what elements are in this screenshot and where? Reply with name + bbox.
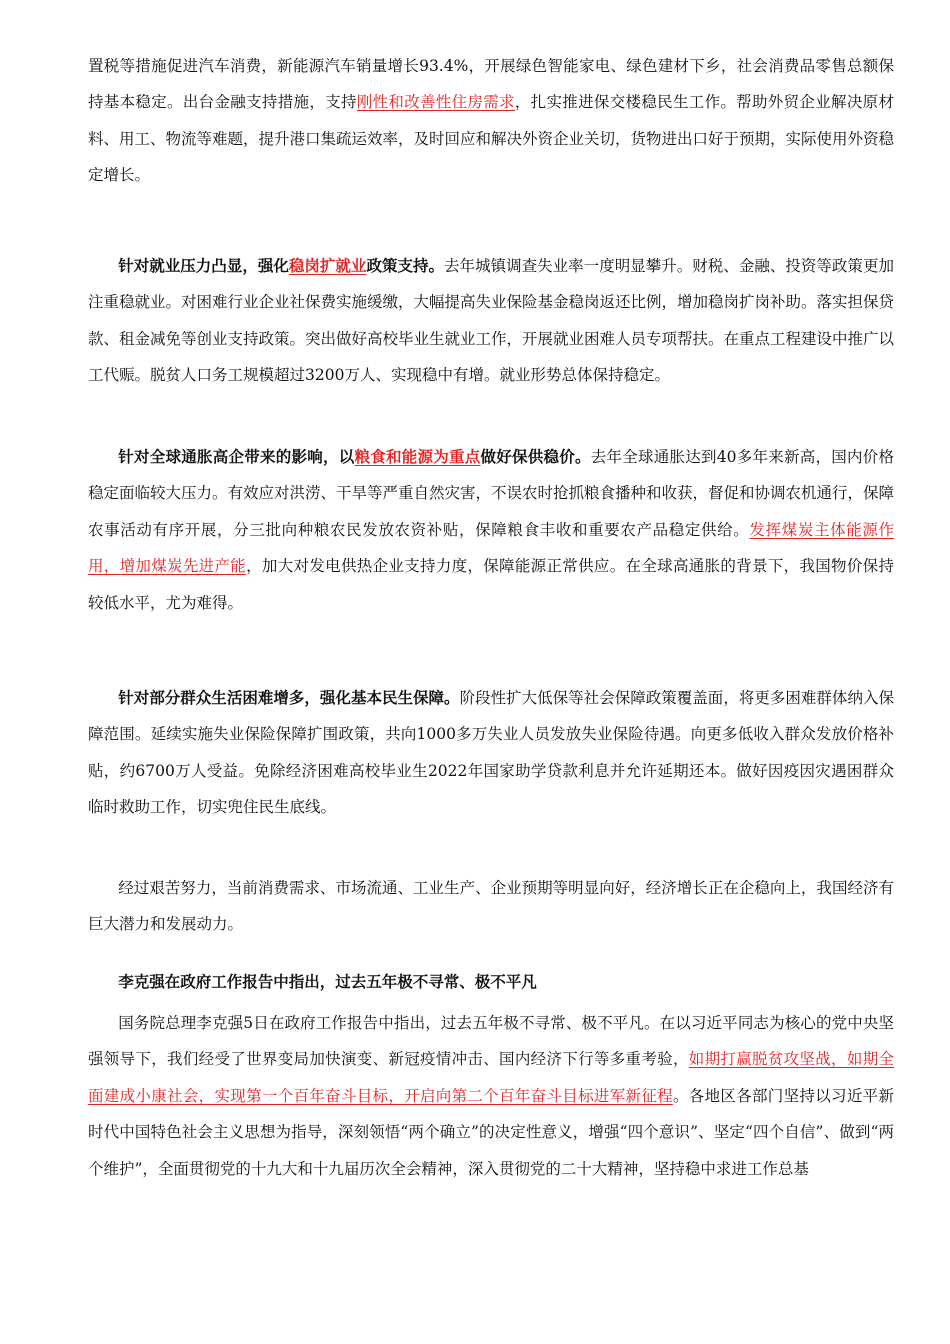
- paragraph-consumption: [88, 48, 894, 194]
- highlight-coal: 发挥煤炭主体能源作用，增加煤炭先进产能: [88, 520, 894, 576]
- paragraph-summary: 经过艰苦努力，当前消费需求、市场流通、工业生产、企业预期等明显向好，经济增长正在企稳向上，我国经济有巨大潜力和发展动力。: [88, 879, 894, 934]
- text-run: 阶段性扩大低保等社会保障政策覆盖面，将更多困难群体纳入保障范围。延续实施失业保险保障扩围政策，共向1000多万失业人员发放失业保险待遇。向更多低收入群众发放价格补贴，约6700万人受益。免除经济困难高校毕业生2022年国家助学贷款利息并允许延期还本。做好因疫因灾遇困群众临时救助工作，切实兜住民生底线。: [88, 689, 894, 817]
- text-run: 置税等措施促进汽车消费，新能源汽车销量增长93.4%，开展绿色智能家电、绿色建材下乡，社会消费品零售总额保持基本稳定。出台金融支持措施，支持: [88, 57, 894, 112]
- highlight-food-energy: 粮食和能源为重点: [354, 447, 481, 466]
- bold-lead: 针对就业压力凸显，强化: [118, 256, 289, 275]
- text-run: 去年全球通胀达到40多年来新高，国内价格稳定面临较大压力。有效应对洪涝、干旱等严重自然灾害，不误农时抢抓粮食播种和收获，督促和协调农机通行，保障农事活动有序开展，分三批向种粮农民发放农资补贴，保障粮食丰收和重要农产品稳定供给。: [88, 448, 895, 539]
- text-run: ，加大对发电供热企业支持力度，保障能源正常供应。在全球高通胀的背景下，我国物价保持较低水平，尤为难得。: [88, 557, 894, 612]
- highlight-centenary-goals: 如期打赢脱贫攻坚战，如期全面建成小康社会，实现第一个百年奋斗目标，开启向第二个百年奋斗目标进军新征程: [88, 1050, 894, 1105]
- bold-lead: 做好保供稳价。: [480, 447, 591, 466]
- text-run: 。各地区各部门坚持以习近平新时代中国特色社会主义思想为指导，深刻领悟“两个确立”的决定性意义，增强“四个意识”、坚定“四个自信”、做到“两个维护”，全面贯彻党的十九大和十九届历次全会精神，深入贯彻党的二十大精神，坚持稳中求进工作总基: [88, 1086, 894, 1178]
- paragraph-report: [88, 1005, 894, 1187]
- paragraph-employment: [88, 248, 894, 394]
- paragraph-inflation: [88, 439, 894, 621]
- bold-lead: 政策支持。: [366, 256, 445, 275]
- highlight-housing-demand: 刚性和改善性住房需求: [356, 93, 515, 112]
- paragraph-livelihood: [88, 680, 894, 826]
- text-run: 去年城镇调查失业率一度明显攀升。财税、金融、投资等政策更加注重稳就业。对困难行业企业社保费实施缓缴，大幅提高失业保险基金稳岗返还比例，增加稳岗扩岗补助。落实担保贷款、租金减免等创业支持政策。突出做好高校毕业生就业工作，开展就业困难人员专项帮扶。在重点工程建设中推广以工代赈。脱贫人口务工规模超过3200万人、实现稳中有增。就业形势总体保持稳定。: [88, 257, 895, 385]
- bold-lead: 针对全球通胀高企带来的影响，以: [118, 447, 355, 466]
- highlight-stabilize-jobs: 稳岗扩就业: [288, 256, 367, 275]
- bold-lead: 针对部分群众生活困难增多，强化基本民生保障。: [118, 688, 460, 707]
- text-run: 国务院总理李克强5日在政府工作报告中指出，过去五年极不寻常、极不平凡。在以习近平同志为核心的党中央坚强领导下，我们经受了世界变局加快演变、新冠疫情冲击、国内经济下行等多重考验，: [88, 1014, 894, 1069]
- section-heading: 李克强在政府工作报告中指出，过去五年极不寻常、极不平凡: [118, 972, 537, 991]
- text-run: ，扎实推进保交楼稳民生工作。帮助外贸企业解决原材料、用工、物流等难题，提升港口集疏运效率，及时回应和解决外资企业关切，货物进出口好于预期，实际使用外资稳定增长。: [88, 93, 895, 185]
